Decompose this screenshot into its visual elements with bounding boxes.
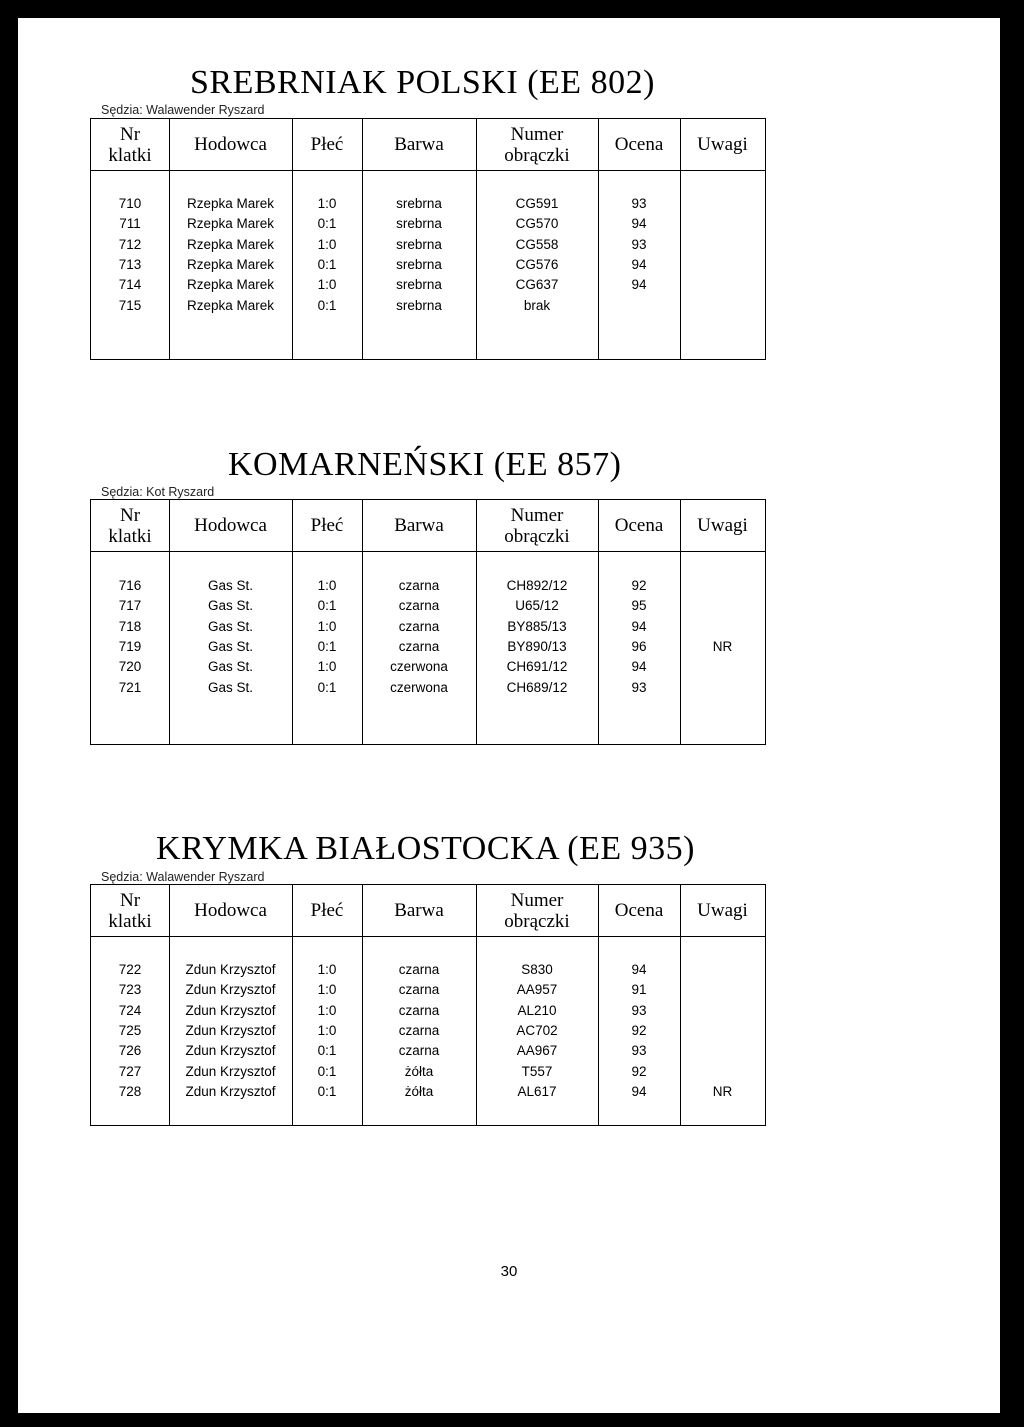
cell-ocena bbox=[598, 296, 680, 316]
cell-plec: 1:0 bbox=[317, 962, 337, 977]
header-hodowca: Hodowca bbox=[194, 900, 267, 921]
cell-hodowca: Zdun Krzysztof bbox=[185, 1002, 276, 1018]
cell-plec: 1:0 bbox=[317, 618, 337, 634]
table-row bbox=[91, 1062, 765, 1083]
cell-uwagi bbox=[680, 275, 765, 295]
cell-plec: 0:1 bbox=[317, 598, 337, 614]
cell-barwa: czarna bbox=[398, 578, 440, 593]
table-row bbox=[91, 1001, 765, 1022]
cell-hodowca: Rzepka Marek bbox=[186, 277, 275, 293]
cell-nr: 712 bbox=[118, 236, 142, 252]
cell-hodowca: Rzepka Marek bbox=[186, 256, 275, 272]
cell-numer: BY885/13 bbox=[507, 618, 567, 634]
cell-plec: 1:0 bbox=[317, 578, 337, 593]
cell-nr: 715 bbox=[118, 297, 142, 313]
cell-barwa: srebrna bbox=[396, 236, 442, 252]
cell-nr: 714 bbox=[118, 277, 142, 293]
table-row bbox=[91, 1021, 765, 1042]
table-row bbox=[91, 637, 765, 658]
table-row bbox=[91, 596, 765, 617]
header-barwa: Barwa bbox=[394, 900, 444, 921]
cell-hodowca: Rzepka Marek bbox=[186, 216, 275, 232]
cell-ocena: 91 bbox=[631, 982, 647, 998]
cell-ocena: 93 bbox=[631, 196, 647, 211]
cell-ocena: 94 bbox=[631, 216, 647, 232]
cell-uwagi: NR bbox=[712, 1083, 733, 1099]
cell-plec: 1:0 bbox=[317, 982, 337, 998]
header-ocena: Ocena bbox=[614, 900, 664, 921]
cell-numer: AL210 bbox=[517, 1002, 557, 1018]
header-plec: Płeć bbox=[310, 134, 344, 155]
cell-barwa: srebrna bbox=[396, 277, 442, 293]
cell-hodowca: Zdun Krzysztof bbox=[185, 1083, 276, 1099]
cell-numer: CH892/12 bbox=[506, 578, 568, 593]
cell-plec: 0:1 bbox=[317, 679, 337, 695]
cell-nr: 716 bbox=[118, 578, 142, 593]
document-page bbox=[18, 18, 1000, 1413]
cell-barwa: czerwona bbox=[390, 679, 448, 695]
cell-numer: U65/12 bbox=[515, 598, 559, 614]
cell-hodowca: Zdun Krzysztof bbox=[185, 1022, 276, 1038]
table-row bbox=[91, 255, 765, 276]
cell-uwagi bbox=[680, 576, 765, 596]
header-uwagi: Uwagi bbox=[697, 900, 748, 921]
cell-nr: 727 bbox=[118, 1063, 142, 1079]
cell-plec: 1:0 bbox=[317, 659, 337, 675]
cell-hodowca: Rzepka Marek bbox=[186, 236, 275, 252]
cell-numer: CH691/12 bbox=[506, 659, 568, 675]
cell-nr: 720 bbox=[118, 659, 142, 675]
cell-hodowca: Gas St. bbox=[207, 638, 253, 654]
cell-nr: 726 bbox=[118, 1043, 142, 1059]
cell-uwagi bbox=[680, 255, 765, 275]
cell-plec: 1:0 bbox=[317, 1022, 337, 1038]
table-row bbox=[91, 678, 765, 699]
cell-numer: BY890/13 bbox=[507, 638, 567, 654]
cell-ocena: 92 bbox=[631, 578, 647, 593]
cell-barwa: czarna bbox=[398, 1022, 440, 1038]
cell-plec: 0:1 bbox=[317, 216, 337, 232]
table-row bbox=[91, 960, 765, 981]
cell-hodowca: Gas St. bbox=[207, 578, 253, 593]
cell-plec: 0:1 bbox=[317, 638, 337, 654]
judge-label: Sędzia: Walawender Ryszard bbox=[101, 870, 265, 884]
table-row bbox=[91, 194, 765, 215]
section-title: KRYMKA BIAŁOSTOCKA (EE 935) bbox=[156, 830, 695, 867]
header-uwagi: Uwagi bbox=[697, 134, 748, 155]
table-row bbox=[91, 1082, 765, 1103]
cell-nr: 723 bbox=[118, 982, 142, 998]
cell-plec: 0:1 bbox=[317, 1043, 337, 1059]
cell-barwa: czarna bbox=[398, 962, 440, 977]
cell-numer: T557 bbox=[521, 1063, 553, 1079]
cell-ocena: 94 bbox=[631, 256, 647, 272]
cell-plec: 0:1 bbox=[317, 256, 337, 272]
header-hodowca: Hodowca bbox=[194, 134, 267, 155]
cell-uwagi bbox=[680, 596, 765, 616]
header-barwa: Barwa bbox=[394, 134, 444, 155]
cell-hodowca: Rzepka Marek bbox=[186, 196, 275, 211]
cell-nr: 713 bbox=[118, 256, 142, 272]
table-header bbox=[91, 119, 765, 171]
cell-nr: 724 bbox=[118, 1002, 142, 1018]
table-header bbox=[91, 500, 765, 552]
judge-label: Sędzia: Walawender Ryszard bbox=[101, 103, 265, 117]
entries-table bbox=[90, 118, 766, 360]
table-row bbox=[91, 1041, 765, 1062]
header-plec: Płeć bbox=[310, 900, 344, 921]
cell-nr: 717 bbox=[118, 598, 142, 614]
cell-ocena: 93 bbox=[631, 1043, 647, 1059]
cell-ocena: 94 bbox=[631, 962, 647, 977]
table-row bbox=[91, 296, 765, 317]
cell-hodowca: Gas St. bbox=[207, 598, 253, 614]
cell-ocena: 94 bbox=[631, 618, 647, 634]
cell-numer: AA967 bbox=[516, 1043, 558, 1059]
cell-ocena: 94 bbox=[631, 1083, 647, 1099]
cell-uwagi: NR bbox=[712, 638, 733, 654]
cell-uwagi bbox=[680, 1041, 765, 1061]
cell-numer: CG637 bbox=[515, 277, 559, 293]
cell-uwagi bbox=[680, 1001, 765, 1021]
header-numer-obraczki: Numer obrączki bbox=[504, 504, 570, 547]
cell-uwagi bbox=[680, 214, 765, 234]
cell-nr: 718 bbox=[118, 618, 142, 634]
cell-ocena: 94 bbox=[631, 277, 647, 293]
cell-uwagi bbox=[680, 296, 765, 316]
cell-barwa: srebrna bbox=[396, 256, 442, 272]
cell-barwa: czarna bbox=[398, 1002, 440, 1018]
cell-numer: AC702 bbox=[516, 1022, 558, 1038]
section-title: SREBRNIAK POLSKI (EE 802) bbox=[190, 64, 655, 101]
cell-uwagi bbox=[680, 1021, 765, 1041]
cell-nr: 721 bbox=[118, 679, 142, 695]
cell-numer: CH689/12 bbox=[506, 679, 568, 695]
cell-ocena: 94 bbox=[631, 659, 647, 675]
cell-plec: 0:1 bbox=[317, 1083, 337, 1099]
header-barwa: Barwa bbox=[394, 515, 444, 536]
cell-uwagi bbox=[680, 678, 765, 698]
header-ocena: Ocena bbox=[614, 515, 664, 536]
entries-table bbox=[90, 884, 766, 1126]
cell-uwagi bbox=[680, 194, 765, 214]
cell-uwagi bbox=[680, 657, 765, 677]
header-nr-klatki: Nr klatki bbox=[108, 504, 152, 547]
header-numer-obraczki: Numer obrączki bbox=[504, 123, 570, 166]
cell-nr: 722 bbox=[118, 962, 142, 977]
table-row bbox=[91, 275, 765, 296]
cell-plec: 1:0 bbox=[317, 196, 337, 211]
cell-nr: 728 bbox=[118, 1083, 142, 1099]
cell-nr: 710 bbox=[118, 196, 142, 211]
cell-hodowca: Gas St. bbox=[207, 679, 253, 695]
table-row bbox=[91, 657, 765, 678]
page-number: 30 bbox=[500, 1263, 518, 1280]
cell-ocena: 93 bbox=[631, 236, 647, 252]
header-hodowca: Hodowca bbox=[194, 515, 267, 536]
section-title: KOMARNEŃSKI (EE 857) bbox=[228, 446, 622, 483]
cell-barwa: czarna bbox=[398, 982, 440, 998]
cell-uwagi bbox=[680, 617, 765, 637]
header-nr-klatki: Nr klatki bbox=[108, 123, 152, 166]
cell-plec: 1:0 bbox=[317, 1002, 337, 1018]
header-plec: Płeć bbox=[310, 515, 344, 536]
cell-plec: 0:1 bbox=[317, 1063, 337, 1079]
cell-barwa: czarna bbox=[398, 1043, 440, 1059]
table-row bbox=[91, 617, 765, 638]
cell-nr: 725 bbox=[118, 1022, 142, 1038]
cell-barwa: srebrna bbox=[396, 216, 442, 232]
table-row bbox=[91, 980, 765, 1001]
table-row bbox=[91, 214, 765, 235]
cell-barwa: czarna bbox=[398, 618, 440, 634]
header-numer-obraczki: Numer obrączki bbox=[504, 889, 570, 932]
cell-numer: CG570 bbox=[515, 216, 559, 232]
cell-barwa: srebrna bbox=[396, 196, 442, 211]
cell-ocena: 92 bbox=[631, 1022, 647, 1038]
cell-uwagi bbox=[680, 980, 765, 1000]
cell-numer: AA957 bbox=[516, 982, 558, 998]
header-nr-klatki: Nr klatki bbox=[108, 889, 152, 932]
cell-numer: S830 bbox=[521, 962, 553, 977]
header-ocena: Ocena bbox=[614, 134, 664, 155]
cell-ocena: 93 bbox=[631, 679, 647, 695]
judge-label: Sędzia: Kot Ryszard bbox=[101, 485, 215, 499]
cell-ocena: 95 bbox=[631, 598, 647, 614]
cell-ocena: 96 bbox=[631, 638, 647, 654]
entries-table bbox=[90, 499, 766, 745]
cell-nr: 711 bbox=[119, 216, 141, 232]
cell-barwa: czarna bbox=[398, 638, 440, 654]
cell-barwa: srebrna bbox=[396, 297, 442, 313]
cell-numer: CG591 bbox=[515, 196, 559, 211]
cell-ocena: 93 bbox=[631, 1002, 647, 1018]
header-uwagi: Uwagi bbox=[697, 515, 748, 536]
cell-numer: brak bbox=[523, 297, 551, 313]
cell-uwagi bbox=[680, 1062, 765, 1082]
cell-uwagi bbox=[680, 960, 765, 980]
cell-barwa: żółta bbox=[404, 1083, 434, 1099]
table-row bbox=[91, 235, 765, 256]
cell-uwagi bbox=[680, 235, 765, 255]
cell-numer: CG558 bbox=[515, 236, 559, 252]
table-header bbox=[91, 885, 765, 937]
cell-hodowca: Zdun Krzysztof bbox=[185, 962, 276, 977]
cell-nr: 719 bbox=[118, 638, 142, 654]
cell-plec: 0:1 bbox=[317, 297, 337, 313]
cell-numer: CG576 bbox=[515, 256, 559, 272]
cell-hodowca: Zdun Krzysztof bbox=[185, 1063, 276, 1079]
cell-hodowca: Zdun Krzysztof bbox=[185, 1043, 276, 1059]
cell-barwa: czarna bbox=[398, 598, 440, 614]
cell-hodowca: Rzepka Marek bbox=[186, 297, 275, 313]
cell-numer: AL617 bbox=[517, 1083, 557, 1099]
cell-plec: 1:0 bbox=[317, 277, 337, 293]
cell-barwa: czerwona bbox=[390, 659, 448, 675]
cell-hodowca: Zdun Krzysztof bbox=[185, 982, 276, 998]
cell-hodowca: Gas St. bbox=[207, 618, 253, 634]
cell-plec: 1:0 bbox=[317, 236, 337, 252]
cell-hodowca: Gas St. bbox=[207, 659, 253, 675]
cell-ocena: 92 bbox=[631, 1063, 647, 1079]
cell-barwa: żółta bbox=[404, 1063, 434, 1079]
table-row bbox=[91, 576, 765, 597]
